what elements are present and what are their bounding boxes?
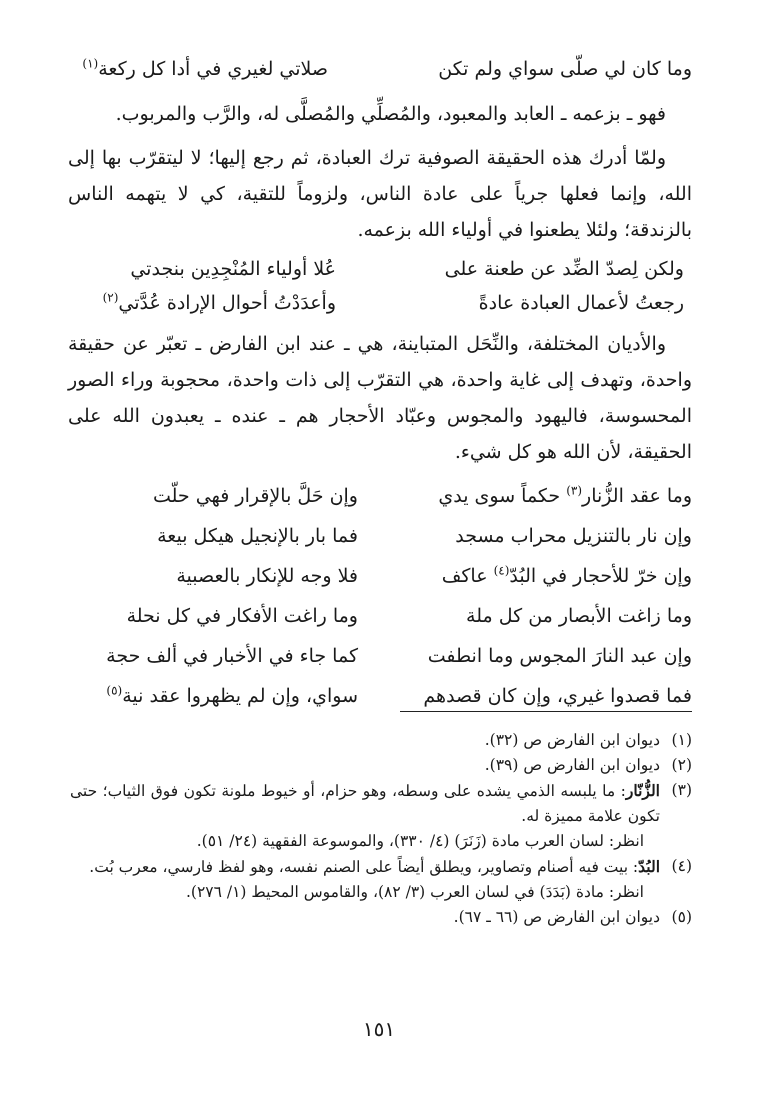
top-verse: [68, 50, 692, 88]
poem-line-3: [68, 556, 692, 596]
verse-hemistich-2: وإن حَلَّ بالإقرار فهي حلّت: [152, 485, 358, 507]
verse-hemistich-1: وما كان لي صلّى سواي ولم تكن: [438, 58, 692, 80]
poem-line-1: [68, 476, 692, 516]
couplet-line-2: [76, 286, 684, 320]
poem-line-2: [68, 516, 692, 556]
verse-hemistich-2: وأعدَدْتُ أحوال الإرادة عُدَّتي$^{(٢)}$: [102, 290, 336, 314]
footnote-1: (١) ديوان ابن الفارض ص (٣٢).: [484, 731, 692, 749]
footnote-2: (٢) ديوان ابن الفارض ص (٣٩).: [484, 756, 692, 774]
verse-hemistich-2: سواي، وإن لم يظهروا عقد نية$^{(٥)}$: [106, 683, 358, 707]
page-number: ١٥١: [362, 1017, 396, 1041]
verse-hemistich-2: فما بار بالإنجيل هيكل بيعة: [157, 525, 358, 547]
footnote-5: (٥) ديوان ابن الفارض ص (٦٦ ـ ٦٧).: [453, 908, 692, 926]
couplet: [68, 252, 692, 320]
footnote-term: البُدّ: [638, 857, 660, 876]
verse-hemistich-1: وإن نار بالتنزيل محراب مسجد: [455, 525, 692, 547]
verse-hemistich-2: وما راغت الأفكار في كل نحلة: [126, 605, 358, 627]
footnote-4: (٤) البُدّ: بيت فيه أصنام وتصاوير، ويطلق أيضاً على الصنم نفسه، وهو لفظ فارسي، معرب بُت.: [89, 857, 692, 876]
verse-hemistich-2: صلاتي لغيري في أدا كل ركعة$^{(١)}$: [82, 56, 328, 80]
poem: [68, 476, 692, 716]
footnote-ref-3: (٣): [566, 483, 583, 498]
poem-line-5: [68, 636, 692, 676]
verse-hemistich-1: وإن خرّ للأحجار في البُدّ$^{(٤)}$ عاكف: [441, 563, 692, 587]
verse-hemistich-2: كما جاء في الأخبار في ألف حجة: [106, 645, 358, 667]
footnote-term: الزُّنّار: [625, 781, 660, 800]
footnote-3-reference: انظر: لسان العرب مادة (زَنَرَ) (٤/ ٣٣٠)، والموسوعة الفقهية (٢٤/ ٥١).: [196, 832, 644, 850]
verse-hemistich-2: فلا وجه للإنكار بالعصبية: [176, 565, 358, 587]
paragraph-2: ولمّا أدرك هذه الحقيقة الصوفية ترك العبادة، ثم رجع إليها؛ لا ليتقرّب بها إلى الله، وإنما فعلها جرياً على عادة الناس، ولزوماً للتقية، كي لا يتهمه الناس بالزندقة؛ ولئلا يطعنوا في أولياء الله بزعمه.: [68, 147, 692, 241]
paragraph-3: والأديان المختلفة، والنِّحَل المتباينة، هي ـ عند ابن الفارض ـ تعبّر عن حقيقة واحدة، وتهدف إلى غاية واحدة، هي التقرّب إلى ذات واحدة، محجوبة وراء الصور المحسوسة، فاليهود والمجوس وعبّاد الأحجار هم ـ عنده ـ يعبدون الله على الحقيقة، لأن الله هو كل شيء.: [68, 333, 692, 463]
footnote-ref-1: (١): [82, 56, 99, 71]
verse-hemistich-1: فما قصدوا غيري، وإن كان قصدهم: [423, 685, 692, 707]
footnote-3: (٣) الزُّنّار: ما يلبسه الذمي يشده على وسطه، وهو حزام، أو خيوط ملونة تكون فوق الثياب؛ حتى تكون علامة مميزة له.: [70, 781, 692, 825]
footnotes: [70, 728, 692, 930]
footnote-separator: [400, 711, 692, 712]
verse-hemistich-1: وإن عبد النارَ المجوس وما انطفت: [427, 645, 692, 667]
main-text: [68, 50, 692, 720]
footnote-ref-4: (٤): [493, 563, 510, 578]
verse-hemistich-2: عُلا أولياء المُنْجِدِين بنجدتي: [130, 258, 336, 280]
poem-line-6: [68, 676, 692, 716]
verse-hemistich-1: وما عقد الزُّنار$^{(٣)}$ حكماً سوى يدي: [438, 483, 692, 507]
footnote-ref-2: (٢): [102, 290, 119, 305]
verse-hemistich-1: رجعتُ لأعمال العبادة عادةً: [478, 292, 684, 314]
verse-hemistich-1: ولكن لِصدّ الضِّد عن طعنة على: [444, 258, 684, 280]
couplet-line-1: [76, 252, 684, 286]
paragraph-1: فهو ـ بزعمه ـ العابد والمعبود، والمُصلِّي والمُصلَّى له، والرَّب والمربوب.: [115, 103, 666, 125]
verse-hemistich-1: وما زاغت الأبصار من كل ملة: [466, 605, 692, 627]
footnote-4-reference: انظر: مادة (بَدَدَ) في لسان العرب (٣/ ٨٢)، والقاموس المحيط (١/ ٢٧٦).: [185, 883, 644, 901]
footnote-ref-5: (٥): [106, 683, 123, 698]
poem-line-4: [68, 596, 692, 636]
